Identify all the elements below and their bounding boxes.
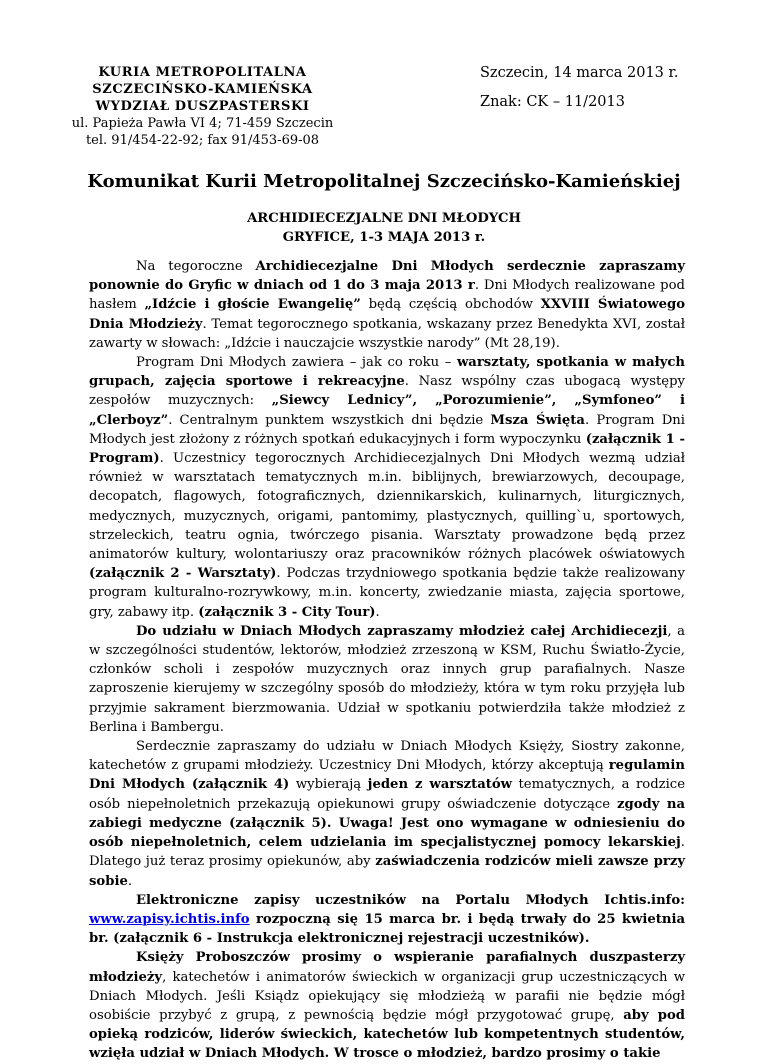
text-run: Na tegoroczne — [136, 259, 256, 274]
sender-block — [70, 64, 335, 149]
text-run: . Dlatego już teraz prosimy opiekunów, aby — [89, 835, 685, 870]
text-run: . Dni Młodych realizowane pod hasłem — [89, 278, 685, 313]
bold-text: zgody na zabiegi medyczne (załącznik 5). Uwaga! Jest ono wymagane w odniesieniu do osób niepełnoletnich, celem udzielania im specjalistycznej pomocy lekarskiej — [89, 796, 685, 851]
bold-text: Msza Święta — [490, 412, 585, 428]
document-body — [89, 257, 685, 1064]
text-run: . Podczas trzydniowego spotkania będzie także realizowany program kulturalno-rozrywkowy, m.in. koncerty, zwiedzanie miasta, zajęcia sportowe, gry, zabawy itp. — [89, 566, 685, 620]
text-run: . — [375, 604, 380, 620]
bold-text: rozpoczną się 15 marca br. i będą trwały do 25 kwietnia br. (załącznik 6 - Instrukcja elektronicznej rejestracji uczestników). — [89, 911, 685, 947]
body-paragraph — [89, 948, 685, 1063]
text-run: , katechetów i animatorów świeckich w organizacji grup uczestniczących w Dniach Młodych. Jeśli Ksiądz opiekujący się młodzieżą w parafii nie będzie mógł osobiście przybyć z grupą, z pewnością będzie mógł przygotować grupę, — [89, 969, 685, 1023]
letter-date: Szczecin, 14 marca 2013 r. — [480, 65, 679, 81]
text-run: . — [127, 873, 133, 889]
bold-text: warsztaty, spotkania w małych grupach, zajęcia sportowe i rekreacyjne — [89, 355, 685, 390]
org-name-line2: SZCZECIŃSKO-KAMIEŃSKA — [92, 82, 313, 97]
text-run: . Temat tegorocznego spotkania, wskazany przez Benedykta XVI, został zawarty w słowach: „Idźcie i nauczajcie wszystkie narody” (Mt 28,19). — [89, 316, 685, 351]
bold-text: (załącznik 1 - Program) — [89, 431, 685, 467]
text-run: , a w szczególności studentów, lektorów, młodzież zrzeszoną w KSM, Ruchu Światło-Życie, członków scholi i zespołów muzycznych oraz innych grup parafialnych. Nasze zaproszenie kierujemy w szczególny sposób do młodzieży, która w tym roku przyjęła lub przyjmie sakrament bierzmowania. Udział w spotkaniu potwierdziła także młodzież z Berlina i Bambergu. — [89, 623, 686, 735]
document-subtitle — [0, 209, 768, 247]
org-name-line1: KURIA METROPOLITALNA — [98, 65, 307, 80]
text-run: będą częścią obchodów — [360, 297, 541, 313]
bold-text: Archidiecezjalne Dni Młodych serdecznie zapraszamy ponownie do Gryfic w dniach od 1 do 3 maja 2013 r — [89, 259, 685, 294]
text-run: . Centralnym punktem wszystkich dni będzie — [168, 412, 491, 428]
body-paragraph — [89, 891, 685, 949]
text-run: . Uczestnicy tegorocznych Archidiecezjalnych Dni Młodych wezmą udział również w warsztatach tematycznych m.in. biblijnych, brewiarzowych, decoupage, decopatch, flagowych, fotograficznych, dziennikarskich, kulinarnych, liturgicznych, medycznych, muzycznych, origami, pantomimy, plastycznych, quilling`u, sportowych, strzeleckich, teatru ognia, twórczego pisania. Warsztaty prowadzone będą przez animatorów kultury, wolontariuszy oraz pracowników różnych placówek oświatowych — [89, 451, 685, 563]
bold-text: Księży Proboszczów prosimy o wspieranie parafialnych duszpasterzy młodzieży — [89, 950, 685, 985]
body-paragraph — [89, 737, 685, 891]
bold-text: zaświadczenia rodziców mieli zawsze przy sobie — [89, 854, 686, 889]
text-run: . Program Dni Młodych jest złożony z różnych spotkań edukacyjnych i form wypoczynku — [89, 412, 686, 447]
letter-meta — [480, 64, 678, 111]
body-paragraph — [89, 622, 685, 737]
org-phone: tel. 91/454-22-92; fax 91/453-69-08 — [85, 133, 320, 148]
bold-text: Elektroniczne zapisy uczestników na Portalu Młodych Ichtis.info: — [136, 892, 685, 908]
org-department: WYDZIAŁ DUSZPASTERSKI — [95, 99, 310, 114]
body-paragraph — [89, 257, 685, 353]
text-run: Program Dni Młodych zawiera – jak co roku – — [136, 355, 457, 371]
text-run: tematycznych, a rodzice osób niepełnoletnich przekazują opiekunowi grupy oświadczenie dotyczące — [89, 777, 685, 812]
bold-text: (załącznik 2 - Warsztaty) — [89, 566, 277, 582]
subtitle-event: ARCHIDIECEZJALNE DNI MŁODYCH — [247, 211, 521, 226]
text-run: wybierają — [289, 777, 368, 793]
org-address: ul. Papieża Pawła VI 4; 71-459 Szczecin — [71, 116, 334, 131]
text-run: . Nasz wspólny czas ubogacą występy zespołów muzycznych: — [89, 374, 685, 409]
bold-text: regulamin Dni Młodych (załącznik 4) — [89, 758, 685, 793]
registration-link[interactable]: www.zapisy.ichtis.info — [89, 911, 250, 927]
body-paragraph — [89, 353, 685, 622]
letter-reference: Znak: CK – 11/2013 — [480, 94, 625, 110]
subtitle-place-date: GRYFICE, 1-3 MAJA 2013 r. — [282, 230, 486, 245]
bold-text: „Idźcie i głoście Ewangelię” — [144, 297, 361, 313]
text-run: Serdecznie zapraszamy do udziału w Dniach Młodych Księży, Siostry zakonne, katechetów z grupami młodzieży. Uczestnicy Dni Młodych, którzy akceptują — [89, 739, 685, 774]
bold-text: Do udziału w Dniach Młodych zapraszamy młodzież całej Archidiecezji — [136, 623, 668, 639]
bold-text: „Siewcy Lednicy”, „Porozumienie”, „Symfoneo” i „Clerboyz” — [89, 393, 685, 428]
bold-text: aby pod opieką rodziców, liderów świeckich, katechetów lub kompetentnych studentów, wzięła udział w Dniach Młodych. W trosce o młodzież, bardzo prosimy o takie — [89, 1007, 686, 1062]
document-title: Komunikat Kurii Metropolitalnej Szczecińsko-Kamieńskiej — [87, 171, 681, 192]
bold-text: jeden z warsztatów — [367, 777, 512, 793]
bold-text: (załącznik 3 - City Tour) — [198, 604, 376, 620]
bold-text: XXVIII Światowego Dnia Młodzieży — [89, 297, 686, 332]
